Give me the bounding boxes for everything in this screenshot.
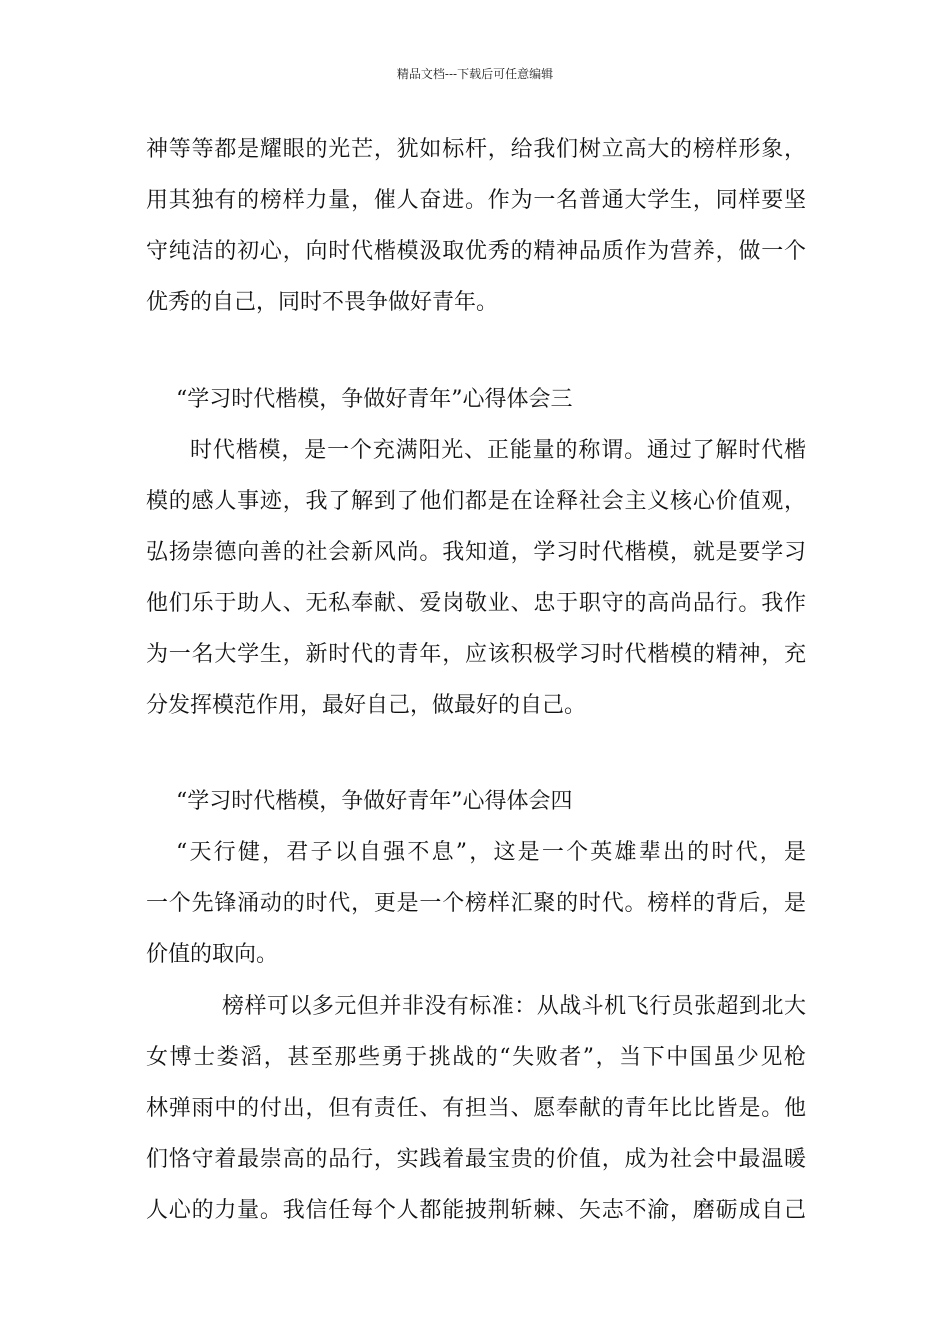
paragraph-line: 女博士娄滔，甚至那些勇于挑战的“失败者”，当下中国虽少见枪 xyxy=(146,1045,806,1070)
paragraph-line: 优秀的自己，同时不畏争做好青年。 xyxy=(146,290,499,315)
paragraph-line: 价值的取向。 xyxy=(146,942,279,967)
section-heading: “学习时代楷模，争做好青年”心得体会三 xyxy=(176,387,573,412)
paragraph-line: 用其独有的榜样力量，催人奋进。作为一名普通大学生，同样要坚 xyxy=(146,188,806,213)
paragraph-line: 弘扬崇德向善的社会新风尚。我知道，学习时代楷模，就是要学习 xyxy=(146,540,806,565)
paragraph-line: 一个先锋涌动的时代，更是一个榜样汇聚的时代。榜样的背后，是 xyxy=(146,891,806,916)
paragraph-line: 人心的力量。我信任每个人都能披荆斩棘、矢志不渝，磨砺成自己 xyxy=(146,1198,806,1223)
paragraph-line: 模的感人事迹，我了解到了他们都是在诠释社会主义核心价值观， xyxy=(146,489,806,514)
paragraph-line: 时代楷模，是一个充满阳光、正能量的称谓。通过了解时代楷 xyxy=(190,438,806,463)
paragraph-line: 榜样可以多元但并非没有标准：从战斗机飞行员张超到北大 xyxy=(222,994,806,1019)
page-header: 精品文档---下载后可任意编辑 xyxy=(396,67,554,81)
paragraph-line: 们恪守着最崇高的品行，实践着最宝贵的价值，成为社会中最温暖 xyxy=(146,1147,806,1172)
paragraph-line: “天行健，君子以自强不息”，这是一个英雄辈出的时代，是 xyxy=(176,840,806,865)
paragraph-line: 守纯洁的初心，向时代楷模汲取优秀的精神品质作为营养，做一个 xyxy=(146,239,806,264)
paragraph-line: 分发挥模范作用，最好自己，做最好的自己。 xyxy=(146,693,587,718)
section-heading: “学习时代楷模，争做好青年”心得体会四 xyxy=(176,789,573,814)
paragraph-line: 林弹雨中的付出，但有责任、有担当、愿奉献的青年比比皆是。他 xyxy=(146,1096,806,1121)
paragraph-line: 他们乐于助人、无私奉献、爱岗敬业、忠于职守的高尚品行。我作 xyxy=(146,591,806,616)
paragraph-line: 神等等都是耀眼的光芒，犹如标杆，给我们树立高大的榜样形象， xyxy=(146,137,806,162)
paragraph-line: 为一名大学生，新时代的青年，应该积极学习时代楷模的精神，充 xyxy=(146,642,806,667)
